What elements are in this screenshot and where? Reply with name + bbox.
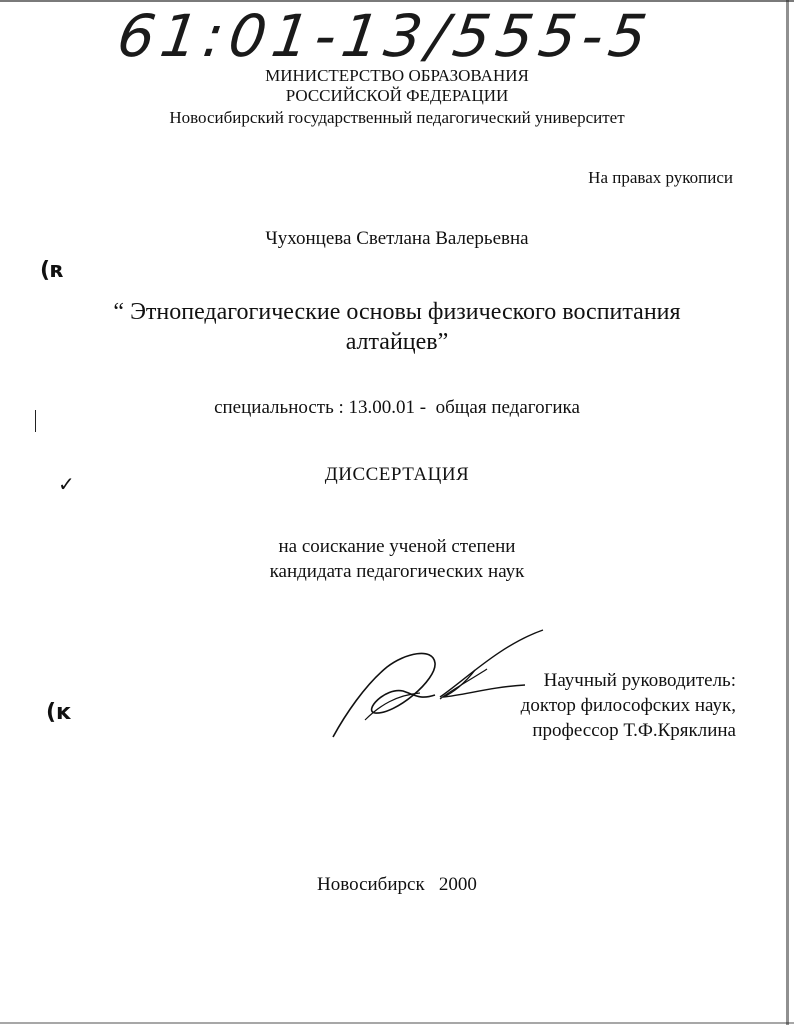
dissertation-title	[0, 297, 794, 357]
advisor-line-1: Научный руководитель:	[543, 670, 736, 691]
scan-edge-bottom	[0, 1022, 794, 1024]
scientific-advisor	[521, 668, 736, 743]
place-and-year: Новосибирск 2000	[317, 874, 477, 895]
margin-mark-2: ✓	[58, 472, 75, 496]
ministry-heading	[0, 66, 794, 106]
margin-mark-1: (ʀ	[40, 258, 65, 283]
university-name: Новосибирский государственный педагогический университет	[169, 108, 625, 127]
document-type: ДИССЕРТАЦИЯ	[324, 464, 470, 485]
title-line-1: “ Этнопедагогические основы физического воспитания	[113, 299, 681, 325]
specialty: специальность : 13.00.01 - общая педагогика	[214, 397, 580, 418]
archive-number: 61:01-13/555-5	[113, 2, 657, 70]
scan-edge-right	[786, 0, 789, 1025]
degree-line-1: на соискание ученой степени	[278, 536, 516, 557]
title-line-2: алтайцев”	[345, 329, 449, 355]
advisor-line-2: доктор философских наук,	[520, 695, 736, 716]
degree-statement	[0, 534, 794, 584]
manuscript-rights: На правах рукописи	[588, 168, 733, 187]
author-name: Чухонцева Светлана Валерьевна	[265, 228, 529, 249]
degree-line-2: кандидата педагогических наук	[269, 561, 525, 582]
ministry-line-1: МИНИСТЕРСТВО ОБРАЗОВАНИЯ	[265, 66, 529, 85]
advisor-line-3: профессор Т.Ф.Кряклина	[532, 720, 736, 741]
ministry-line-2: РОССИЙСКОЙ ФЕДЕРАЦИИ	[285, 86, 509, 105]
margin-mark-3: (ĸ	[46, 700, 71, 725]
